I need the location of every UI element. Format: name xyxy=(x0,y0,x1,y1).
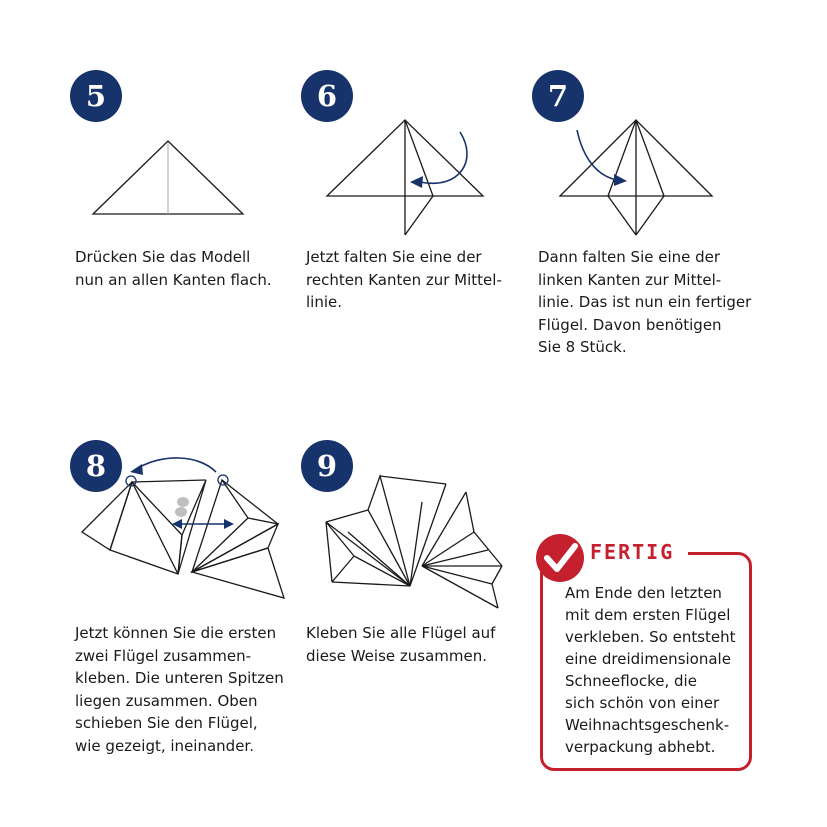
step-7-description: Dann falten Sie eine der linken Kanten zur Mittel- linie. Das ist nun ein fertiger Flügel. Davon benötigen Sie 8 Stück. xyxy=(538,248,752,356)
step-5-badge: 5 xyxy=(70,70,122,122)
step-8-badge: 8 xyxy=(70,440,122,492)
step-6-illustration xyxy=(310,110,490,250)
step-5-illustration xyxy=(80,130,260,230)
step-7-illustration xyxy=(545,110,725,250)
step-5-description: Drücken Sie das Modell nun an allen Kanten flach. xyxy=(75,248,272,289)
step-9-badge: 9 xyxy=(301,440,353,492)
checkmark-icon xyxy=(534,532,586,584)
fertig-description: Am Ende den letzten mit dem ersten Flügel verkleben. So entsteht eine dreidimensionale Schneeflocke, die sich schön von einer Weihnachtsgeschenk- verpackung abhebt. xyxy=(565,584,736,756)
step-8-illustration xyxy=(70,440,300,610)
step-8-description: Jetzt können Sie die ersten zwei Flügel zusammen- kleben. Die unteren Spitzen liegen zusammen. Oben schieben Sie den Flügel, wie gezeigt, ineinander. xyxy=(75,624,284,755)
step-6-badge: 6 xyxy=(301,70,353,122)
step-7-badge: 7 xyxy=(532,70,584,122)
step-9-illustration xyxy=(318,462,518,612)
step-6-description: Jetzt falten Sie eine der rechten Kanten zur Mittel- linie. xyxy=(306,248,502,311)
step-9-description: Kleben Sie alle Flügel auf diese Weise zusammen. xyxy=(306,624,496,665)
fertig-title: FERTIG xyxy=(590,540,675,564)
